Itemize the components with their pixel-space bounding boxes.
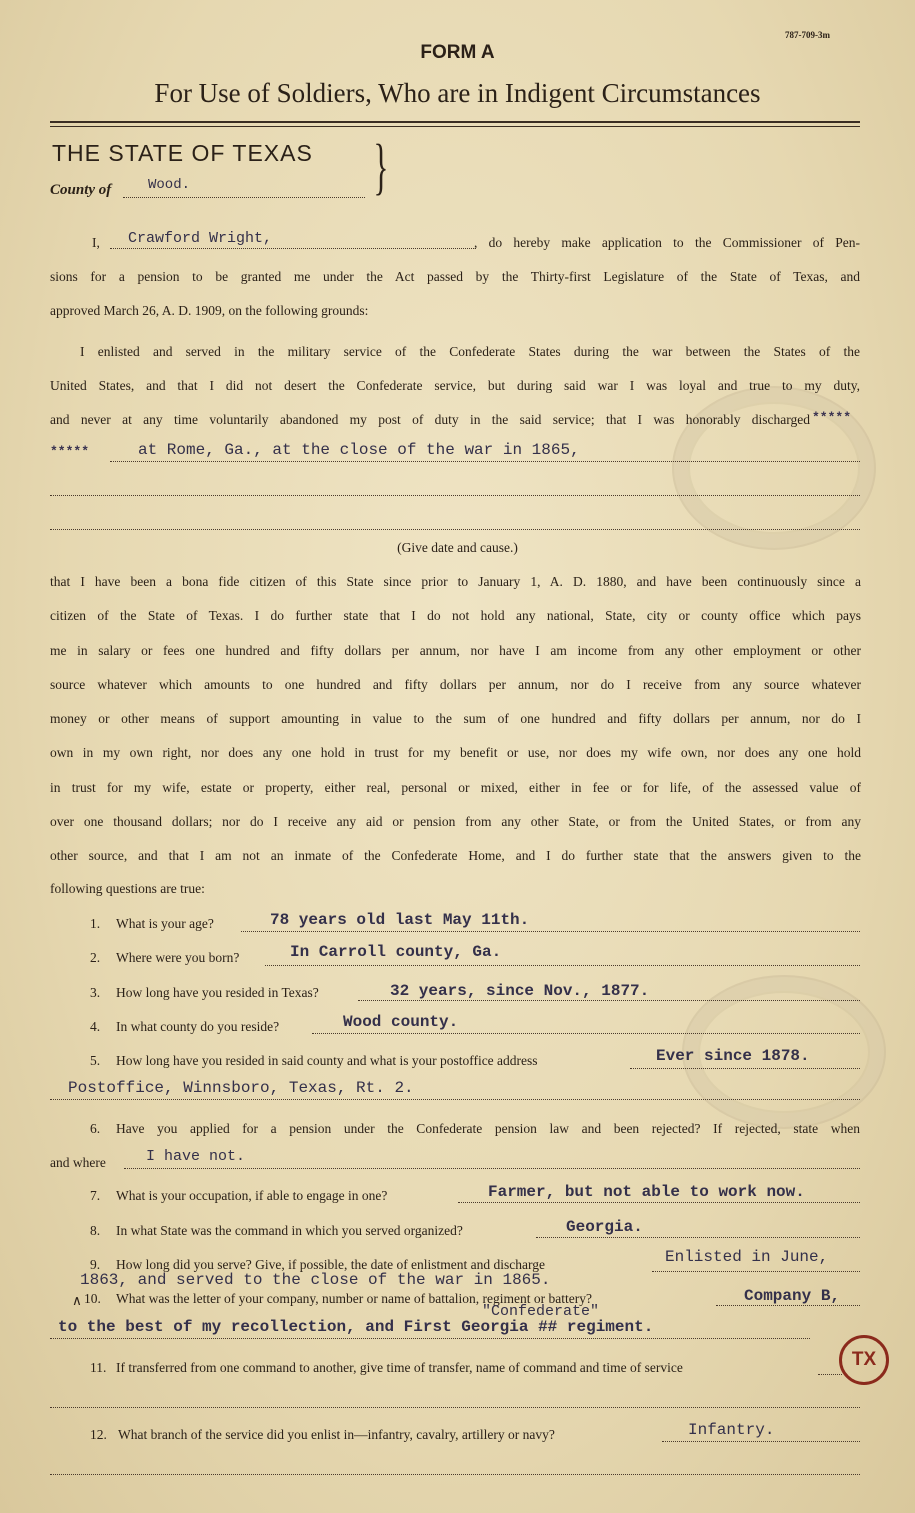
form-subtitle: For Use of Soldiers, Who are in Indigent Circumstances [154,78,761,108]
q12-number: 12. [90,1427,107,1442]
q6-number: 6. [90,1121,101,1136]
citizenship-paragraph [50,565,861,874]
q11-number: 11. [90,1360,107,1375]
struck-text-1: ***** [812,410,852,425]
q1-text: What is your age? [116,916,214,931]
q2-answer: In Carroll county, Ga. [290,943,502,961]
citizenship-line: over one thousand dollars; nor do I receive any aid or pension from any other State, or from the United States, or from any [50,814,861,830]
citizenship-line: in trust for my wife, estate or property, either real, personal or mixed, either in fee or for life, of the assessed value of [50,779,861,795]
citizenship-line: money or other means of support amounting in value to the sum of one hundred and fifty dollars per annum, nor do I [50,711,861,727]
q7-answer-line [458,1202,860,1203]
q10-text: What was the letter of your company, number or name of battalion, regiment or battery? [116,1291,592,1306]
q4-text: In what county do you reside? [116,1019,280,1034]
q10-insert-text: "Confederate" [482,1303,600,1320]
applicant-name-line [110,248,476,249]
q4-answer-line [312,1033,860,1034]
intro-i-label: I, [92,235,100,250]
service-line-1: I enlisted and served in the military service of the Confederate States during the war between the States of the [80,344,860,359]
state-heading: THE STATE OF TEXAS [52,140,313,166]
citizenship-line: that I have been a bona fide citizen of this State since prior to January 1, A. D. 1880, and have been continuously since a [50,574,861,589]
q8-answer: Georgia. [566,1218,643,1236]
q6-answer: I have not. [146,1148,246,1165]
q12-text: What branch of the service did you enlist in—infantry, cavalry, artillery or navy? [118,1427,555,1442]
q5-answer-2: Postoffice, Winnsboro, Texas, Rt. 2. [68,1079,414,1097]
q6-text-2: and where [50,1155,106,1170]
citizenship-line: other source, and that I am not an inmate of the Confederate Home, and I do further state that the answers given to the [50,848,861,864]
q8-text: In what State was the command in which you served organized? [116,1223,463,1238]
intro-line-3: approved March 26, A. D. 1909, on the following grounds: [50,303,369,318]
blank-line-2 [50,529,860,530]
q1-answer: 78 years old last May 11th. [270,911,530,929]
q9-text: How long did you serve? Give, if possible, the date of enlistment and discharge [116,1257,546,1272]
q5-answer-line-2 [50,1099,860,1100]
q2-number: 2. [90,950,101,965]
service-line-3: and never at any time voluntarily abandoned my post of duty in the said service; that I was honorably discharged [50,412,810,427]
q1-number: 1. [90,916,101,931]
q8-number: 8. [90,1223,101,1238]
q2-text: Where were you born? [116,950,240,965]
form-title: FORM A [420,42,495,63]
q5-text: How long have you resided in said county and what is your postoffice address [116,1053,538,1068]
q4-answer: Wood county. [343,1013,459,1031]
discharge-line [110,461,860,462]
discharge-answer: at Rome, Ga., at the close of the war in 1865, [138,441,580,459]
q11-answer-line [818,1374,842,1375]
tx-stamp: TX [839,1335,889,1385]
q9-answer-line [652,1271,860,1272]
date-cause-caption: (Give date and cause.) [397,540,518,555]
header-rule-thin [50,126,860,127]
q7-text: What is your occupation, if able to engage in one? [116,1188,388,1203]
q7-answer: Farmer, but not able to work now. [488,1183,805,1201]
q8-answer-line [536,1237,860,1238]
citizenship-line: me in salary or fees one hundred and fifty dollars per annum, nor have I am income from any other employment or other [50,642,861,658]
q3-answer-line [358,1000,860,1001]
blank-line-1 [50,495,860,496]
q10-answer-2: to the best of my recollection, and First Georgia ## regiment. [58,1318,654,1336]
intro-line-1: , do hereby make application to the Commissioner of Pen- [474,235,860,250]
brace-glyph: } [373,133,389,201]
q10-insertion-mark: ∧ [72,1293,82,1308]
citizenship-line: source whatever which amounts to one hundred and fifty dollars per annum, nor do I receive from any source whatever [50,676,861,692]
citizenship-line: own in my own right, nor does any one hold in trust for my benefit or use, nor does my wife own, nor does any one hold [50,745,861,761]
citizenship-line: citizen of the State of Texas. I do further state that I do not hold any national, State, city or county office which pays [50,608,861,624]
q10-answer-line-2 [50,1338,810,1339]
service-line-2: United States, and that I did not desert the Confederate service, but during said war I was loyal and true to my duty, [50,378,860,393]
q4-number: 4. [90,1019,101,1034]
q9-number: 9. [90,1257,101,1272]
q3-number: 3. [90,985,101,1000]
q7-number: 7. [90,1188,101,1203]
q6-answer-line [124,1168,860,1169]
q12-answer: Infantry. [688,1421,775,1439]
header-rule [50,121,860,123]
q5-answer-line [630,1068,860,1069]
q1-answer-line [241,931,860,932]
q11-text: If transferred from one command to another, give time of transfer, name of command and time of service [116,1360,683,1375]
q11-answer-line-2 [50,1407,860,1408]
q10-answer-line [716,1305,860,1306]
q5-number: 5. [90,1053,101,1068]
q10-answer: Company B, [744,1287,841,1305]
q5-answer: Ever since 1878. [656,1047,810,1065]
county-field-line [123,197,365,198]
struck-text-2: ***** [50,444,90,459]
q12-answer-line-2 [50,1474,860,1475]
county-label: County of [50,182,112,198]
q9-answer: Enlisted in June, [665,1248,829,1266]
q3-text: How long have you resided in Texas? [116,985,319,1000]
q12-answer-line [662,1441,860,1442]
q2-answer-line [265,965,860,966]
county-value: Wood. [148,177,191,193]
form-serial-number: 787-709-3m [785,30,830,40]
intro-line-2: sions for a pension to be granted me under the Act passed by the Thirty-first Legislature of the State of Texas, and [50,269,860,284]
applicant-name: Crawford Wright, [128,230,273,247]
q10-number: 10. [84,1291,101,1306]
q9-answer-2: 1863, and served to the close of the war in 1865. [80,1271,551,1289]
q6-text: Have you applied for a pension under the Confederate pension law and been rejected? If rejected, state when [116,1121,860,1136]
q3-answer: 32 years, since Nov., 1877. [390,982,650,1000]
citizenship-last-line: following questions are true: [50,881,205,896]
